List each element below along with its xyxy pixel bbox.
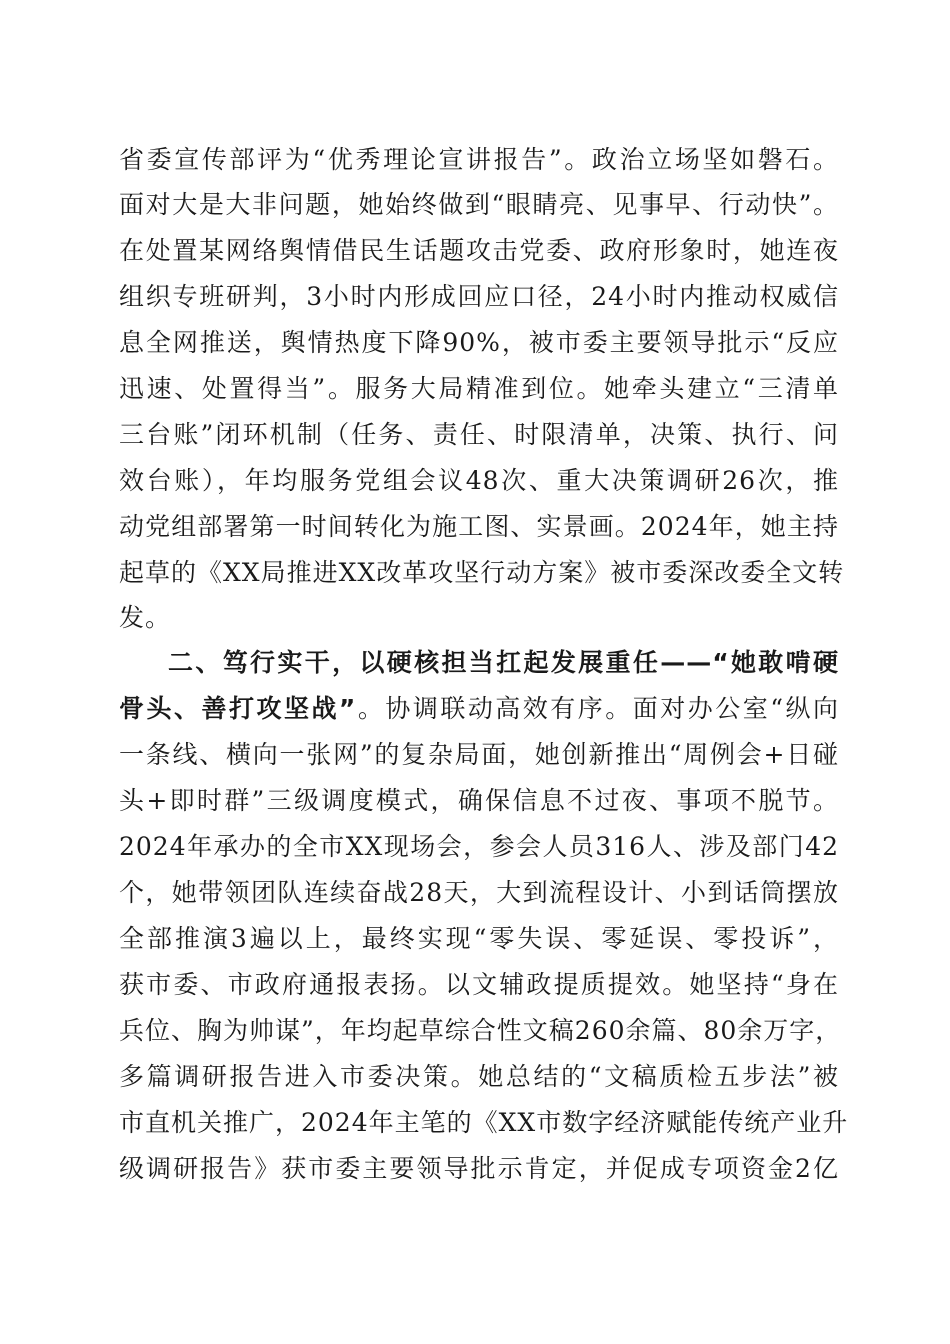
section2-line-4: 头+即时群”三级调度模式，确保信息不过夜、事项不脱节。: [119, 786, 839, 815]
section2-line-10: 多篇调研报告进入市委决策。她总结的“文稿质检五步法”被: [119, 1062, 839, 1091]
section2-line-12: 级调研报告》获市委主要领导批示肯定，并促成专项资金2亿: [119, 1154, 839, 1183]
section2-line-3: 一条线、横向一张网”的复杂局面，她创新推出“周例会+日碰: [119, 740, 839, 769]
section2-heading-line-1: 二、笃行实干，以硬核担当扛起发展重任——“她敢啃硬: [168, 648, 839, 677]
para1-line-7: 三台账”闭环机制（任务、责任、时限清单，决策、执行、问: [119, 420, 839, 449]
para1-line-6: 迅速、处置得当”。服务大局精准到位。她牵头建立“三清单: [119, 374, 839, 403]
section2-line-2-rest: 。协调联动高效有序。面对办公室“纵向: [356, 694, 839, 723]
para1-line-9: 动党组部署第一时间转化为施工图、实景画。2024年，她主持: [119, 512, 839, 541]
para1-line-3: 在处置某网络舆情借民生话题攻击党委、政府形象时，她连夜: [119, 236, 839, 265]
section2-heading-line-2: 骨头、善打攻坚战”: [119, 694, 357, 723]
para1-line-11: 发。: [119, 603, 172, 632]
section2-line-11: 市直机关推广，2024年主笔的《XX市数字经济赋能传统产业升: [119, 1108, 849, 1137]
section2-line-8: 获市委、市政府通报表扬。以文辅政提质提效。她坚持“身在: [119, 970, 839, 999]
section2-line-2: [119, 694, 839, 724]
section2-line-5: 2024年承办的全市XX现场会，参会人员316人、涉及部门42: [119, 832, 839, 861]
para1-line-5: 息全网推送，舆情热度下降90%，被市委主要领导批示“反应: [119, 328, 839, 357]
section2-line-6: 个，她带领团队连续奋战28天，大到流程设计、小到话筒摆放: [119, 878, 839, 907]
para1-line-1: 省委宣传部评为“优秀理论宣讲报告”。政治立场坚如磐石。: [119, 145, 839, 174]
section2-line-7: 全部推演3遍以上，最终实现“零失误、零延误、零投诉”，: [119, 924, 839, 953]
para1-line-10: 起草的《XX局推进XX改革攻坚行动方案》被市委深改委全文转: [119, 558, 845, 587]
section2-line-9: 兵位、胸为帅谋”，年均起草综合性文稿260余篇、80余万字，: [119, 1016, 842, 1045]
para1-line-2: 面对大是大非问题，她始终做到“眼睛亮、见事早、行动快”。: [119, 190, 839, 219]
para1-line-4: 组织专班研判，3小时内形成回应口径，24小时内推动权威信: [119, 282, 839, 311]
para1-line-8: 效台账），年均服务党组会议48次、重大决策调研26次，推: [119, 466, 839, 495]
